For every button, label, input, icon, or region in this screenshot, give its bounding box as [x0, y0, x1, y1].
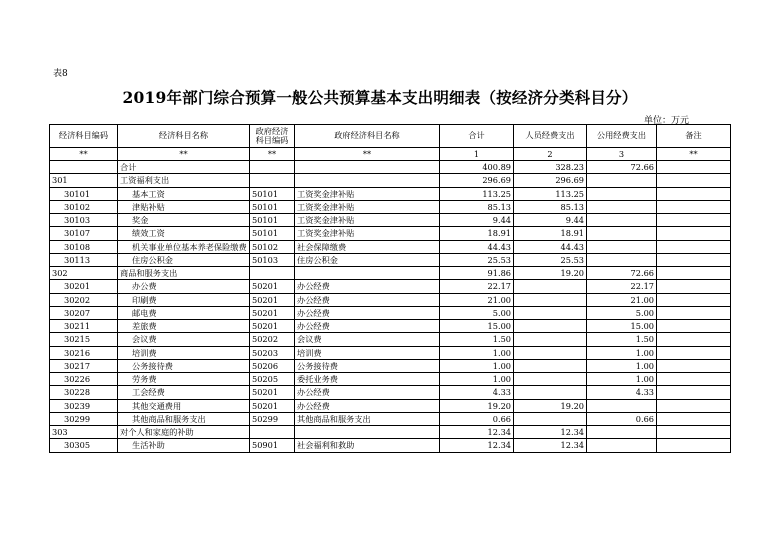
cell-public [587, 214, 657, 227]
table-row [50, 412, 731, 425]
cell-note [657, 280, 731, 293]
cell-personnel: 85.13 [514, 200, 587, 213]
header-gov-code: 政府经济科目编码 [250, 125, 295, 148]
marker-cell: 3 [587, 148, 657, 161]
cell-gov-name [295, 174, 440, 187]
marker-cell: 2 [514, 148, 587, 161]
cell-name: 住房公积金 [118, 253, 250, 266]
cell-total: 15.00 [440, 320, 514, 333]
table-row [50, 373, 731, 386]
cell-total: 1.00 [440, 373, 514, 386]
cell-personnel [514, 333, 587, 346]
cell-total: 113.25 [440, 187, 514, 200]
cell-personnel: 296.69 [514, 174, 587, 187]
cell-name: 其他商品和服务支出 [118, 412, 250, 425]
cell-note [657, 161, 731, 174]
cell-note [657, 267, 731, 280]
cell-public [587, 399, 657, 412]
cell-gov-code: 50201 [250, 386, 295, 399]
table-row [50, 240, 731, 253]
cell-note [657, 293, 731, 306]
cell-personnel: 113.25 [514, 187, 587, 200]
cell-gov-code: 50299 [250, 412, 295, 425]
cell-total: 22.17 [440, 280, 514, 293]
cell-total: 1.00 [440, 359, 514, 372]
cell-gov-name: 工资奖金津补贴 [295, 200, 440, 213]
cell-personnel: 18.91 [514, 227, 587, 240]
cell-personnel: 12.34 [514, 439, 587, 452]
cell-total: 1.00 [440, 346, 514, 359]
cell-gov-name: 会议费 [295, 333, 440, 346]
cell-total: 91.86 [440, 267, 514, 280]
cell-gov-code: 50206 [250, 359, 295, 372]
cell-name: 办公费 [118, 280, 250, 293]
cell-public: 1.50 [587, 333, 657, 346]
cell-code: 30216 [50, 346, 118, 359]
cell-public [587, 426, 657, 439]
page-title: 2019年部门综合预算一般公共预算基本支出明细表（按经济分类科目分） [122, 88, 638, 107]
cell-gov-code: 50901 [250, 439, 295, 452]
cell-total: 9.44 [440, 214, 514, 227]
cell-note [657, 174, 731, 187]
cell-personnel: 19.20 [514, 267, 587, 280]
cell-code: 30113 [50, 253, 118, 266]
cell-code: 301 [50, 174, 118, 187]
cell-name: 机关事业单位基本养老保险缴费 [118, 240, 250, 253]
table-row [50, 399, 731, 412]
cell-public: 15.00 [587, 320, 657, 333]
cell-gov-code: 50201 [250, 320, 295, 333]
cell-name: 商品和服务支出 [118, 267, 250, 280]
cell-personnel [514, 386, 587, 399]
cell-name: 印刷费 [118, 293, 250, 306]
header-gov-name: 政府经济科目名称 [295, 125, 440, 148]
marker-cell: ** [118, 148, 250, 161]
table-row [50, 306, 731, 319]
cell-gov-name: 办公经费 [295, 320, 440, 333]
cell-gov-code [250, 426, 295, 439]
cell-gov-code: 50205 [250, 373, 295, 386]
cell-personnel [514, 306, 587, 319]
cell-name: 差旅费 [118, 320, 250, 333]
cell-code: 30102 [50, 200, 118, 213]
budget-table [49, 124, 731, 453]
cell-gov-name: 住房公积金 [295, 253, 440, 266]
cell-gov-name [295, 426, 440, 439]
cell-personnel: 44.43 [514, 240, 587, 253]
cell-gov-code: 50201 [250, 293, 295, 306]
cell-note [657, 320, 731, 333]
cell-name: 奖金 [118, 214, 250, 227]
cell-gov-name: 办公经费 [295, 386, 440, 399]
cell-personnel: 25.53 [514, 253, 587, 266]
cell-total: 19.20 [440, 399, 514, 412]
cell-name: 工资福利支出 [118, 174, 250, 187]
cell-note [657, 227, 731, 240]
table-row [50, 200, 731, 213]
cell-note [657, 200, 731, 213]
cell-name: 邮电费 [118, 306, 250, 319]
cell-personnel [514, 280, 587, 293]
cell-code: 30305 [50, 439, 118, 452]
cell-gov-code [250, 267, 295, 280]
cell-gov-code: 50101 [250, 187, 295, 200]
table-row [50, 426, 731, 439]
cell-gov-code [250, 161, 295, 174]
cell-note [657, 426, 731, 439]
cell-public [587, 439, 657, 452]
table-row [50, 253, 731, 266]
cell-name: 工会经费 [118, 386, 250, 399]
table-body [50, 161, 731, 453]
cell-personnel [514, 412, 587, 425]
marker-cell: 1 [440, 148, 514, 161]
cell-total: 1.50 [440, 333, 514, 346]
cell-name: 绩效工资 [118, 227, 250, 240]
cell-public: 1.00 [587, 359, 657, 372]
cell-public [587, 187, 657, 200]
cell-gov-code [250, 174, 295, 187]
cell-personnel: 9.44 [514, 214, 587, 227]
cell-public: 21.00 [587, 293, 657, 306]
cell-code: 30101 [50, 187, 118, 200]
cell-public [587, 174, 657, 187]
cell-name: 对个人和家庭的补助 [118, 426, 250, 439]
header-row [50, 125, 731, 148]
cell-code: 30211 [50, 320, 118, 333]
cell-gov-name: 办公经费 [295, 293, 440, 306]
cell-public: 1.00 [587, 346, 657, 359]
table-row [50, 214, 731, 227]
cell-note [657, 253, 731, 266]
header-note: 备注 [657, 125, 731, 148]
cell-code [50, 161, 118, 174]
cell-gov-code: 50201 [250, 306, 295, 319]
cell-public: 1.00 [587, 373, 657, 386]
cell-public [587, 253, 657, 266]
cell-code: 30202 [50, 293, 118, 306]
cell-code: 30201 [50, 280, 118, 293]
cell-note [657, 439, 731, 452]
cell-personnel [514, 293, 587, 306]
cell-total: 44.43 [440, 240, 514, 253]
cell-total: 12.34 [440, 439, 514, 452]
cell-gov-code: 50103 [250, 253, 295, 266]
marker-cell: ** [295, 148, 440, 161]
cell-name: 合计 [118, 161, 250, 174]
cell-gov-name [295, 267, 440, 280]
header-personnel: 人员经费支出 [514, 125, 587, 148]
cell-code: 30207 [50, 306, 118, 319]
cell-total: 85.13 [440, 200, 514, 213]
cell-note [657, 399, 731, 412]
cell-note [657, 412, 731, 425]
cell-name: 培训费 [118, 346, 250, 359]
cell-code: 303 [50, 426, 118, 439]
cell-gov-name: 培训费 [295, 346, 440, 359]
cell-note [657, 346, 731, 359]
cell-personnel [514, 359, 587, 372]
cell-gov-name: 办公经费 [295, 399, 440, 412]
header-public: 公用经费支出 [587, 125, 657, 148]
cell-gov-name: 社会福利和救助 [295, 439, 440, 452]
cell-name: 其他交通费用 [118, 399, 250, 412]
cell-total: 25.53 [440, 253, 514, 266]
cell-total: 296.69 [440, 174, 514, 187]
cell-code: 30217 [50, 359, 118, 372]
table-row [50, 333, 731, 346]
table-row [50, 439, 731, 452]
cell-gov-code: 50203 [250, 346, 295, 359]
cell-name: 劳务费 [118, 373, 250, 386]
cell-personnel [514, 373, 587, 386]
table-row [50, 359, 731, 372]
cell-public: 72.66 [587, 267, 657, 280]
cell-gov-name: 办公经费 [295, 280, 440, 293]
cell-note [657, 373, 731, 386]
cell-code: 302 [50, 267, 118, 280]
header-code: 经济科目编码 [50, 125, 118, 148]
cell-gov-code: 50101 [250, 227, 295, 240]
cell-note [657, 306, 731, 319]
table-row [50, 280, 731, 293]
cell-total: 0.66 [440, 412, 514, 425]
cell-personnel: 19.20 [514, 399, 587, 412]
cell-personnel: 328.23 [514, 161, 587, 174]
cell-personnel [514, 320, 587, 333]
cell-gov-name: 办公经费 [295, 306, 440, 319]
cell-name: 生活补助 [118, 439, 250, 452]
table-row [50, 386, 731, 399]
cell-public: 22.17 [587, 280, 657, 293]
cell-gov-code: 50202 [250, 333, 295, 346]
cell-public: 4.33 [587, 386, 657, 399]
cell-total: 21.00 [440, 293, 514, 306]
cell-public [587, 200, 657, 213]
cell-code: 30299 [50, 412, 118, 425]
cell-gov-name: 委托业务费 [295, 373, 440, 386]
cell-note [657, 333, 731, 346]
cell-note [657, 386, 731, 399]
cell-name: 基本工资 [118, 187, 250, 200]
cell-gov-name [295, 161, 440, 174]
table-row [50, 227, 731, 240]
table-number: 表8 [53, 69, 68, 79]
cell-total: 4.33 [440, 386, 514, 399]
cell-public [587, 240, 657, 253]
cell-name: 公务接待费 [118, 359, 250, 372]
cell-code: 30226 [50, 373, 118, 386]
cell-public: 72.66 [587, 161, 657, 174]
cell-public: 0.66 [587, 412, 657, 425]
cell-public [587, 227, 657, 240]
cell-total: 18.91 [440, 227, 514, 240]
cell-code: 30239 [50, 399, 118, 412]
cell-note [657, 359, 731, 372]
table-row [50, 346, 731, 359]
cell-name: 会议费 [118, 333, 250, 346]
cell-name: 津贴补贴 [118, 200, 250, 213]
cell-gov-code: 50101 [250, 214, 295, 227]
cell-code: 30228 [50, 386, 118, 399]
cell-code: 30108 [50, 240, 118, 253]
cell-gov-name: 工资奖金津补贴 [295, 214, 440, 227]
marker-cell: ** [657, 148, 731, 161]
cell-personnel [514, 346, 587, 359]
cell-code: 30215 [50, 333, 118, 346]
cell-total: 5.00 [440, 306, 514, 319]
header-name: 经济科目名称 [118, 125, 250, 148]
table-row [50, 174, 731, 187]
cell-public: 5.00 [587, 306, 657, 319]
table-row [50, 161, 731, 174]
cell-gov-name: 公务接待费 [295, 359, 440, 372]
marker-row [50, 148, 731, 161]
cell-gov-name: 工资奖金津补贴 [295, 227, 440, 240]
cell-code: 30103 [50, 214, 118, 227]
header-total: 合计 [440, 125, 514, 148]
cell-gov-code: 50101 [250, 200, 295, 213]
cell-total: 12.34 [440, 426, 514, 439]
table-row [50, 187, 731, 200]
cell-gov-name: 工资奖金津补贴 [295, 187, 440, 200]
cell-gov-code: 50201 [250, 280, 295, 293]
cell-personnel: 12.34 [514, 426, 587, 439]
cell-note [657, 214, 731, 227]
table-row [50, 267, 731, 280]
unit-label: 单位：万元 [643, 116, 689, 126]
cell-gov-name: 其他商品和服务支出 [295, 412, 440, 425]
cell-note [657, 240, 731, 253]
cell-gov-code: 50201 [250, 399, 295, 412]
cell-gov-code: 50102 [250, 240, 295, 253]
table-row [50, 320, 731, 333]
marker-cell: ** [50, 148, 118, 161]
cell-code: 30107 [50, 227, 118, 240]
cell-note [657, 187, 731, 200]
cell-total: 400.89 [440, 161, 514, 174]
table-row [50, 293, 731, 306]
cell-gov-name: 社会保障缴费 [295, 240, 440, 253]
marker-cell: ** [250, 148, 295, 161]
